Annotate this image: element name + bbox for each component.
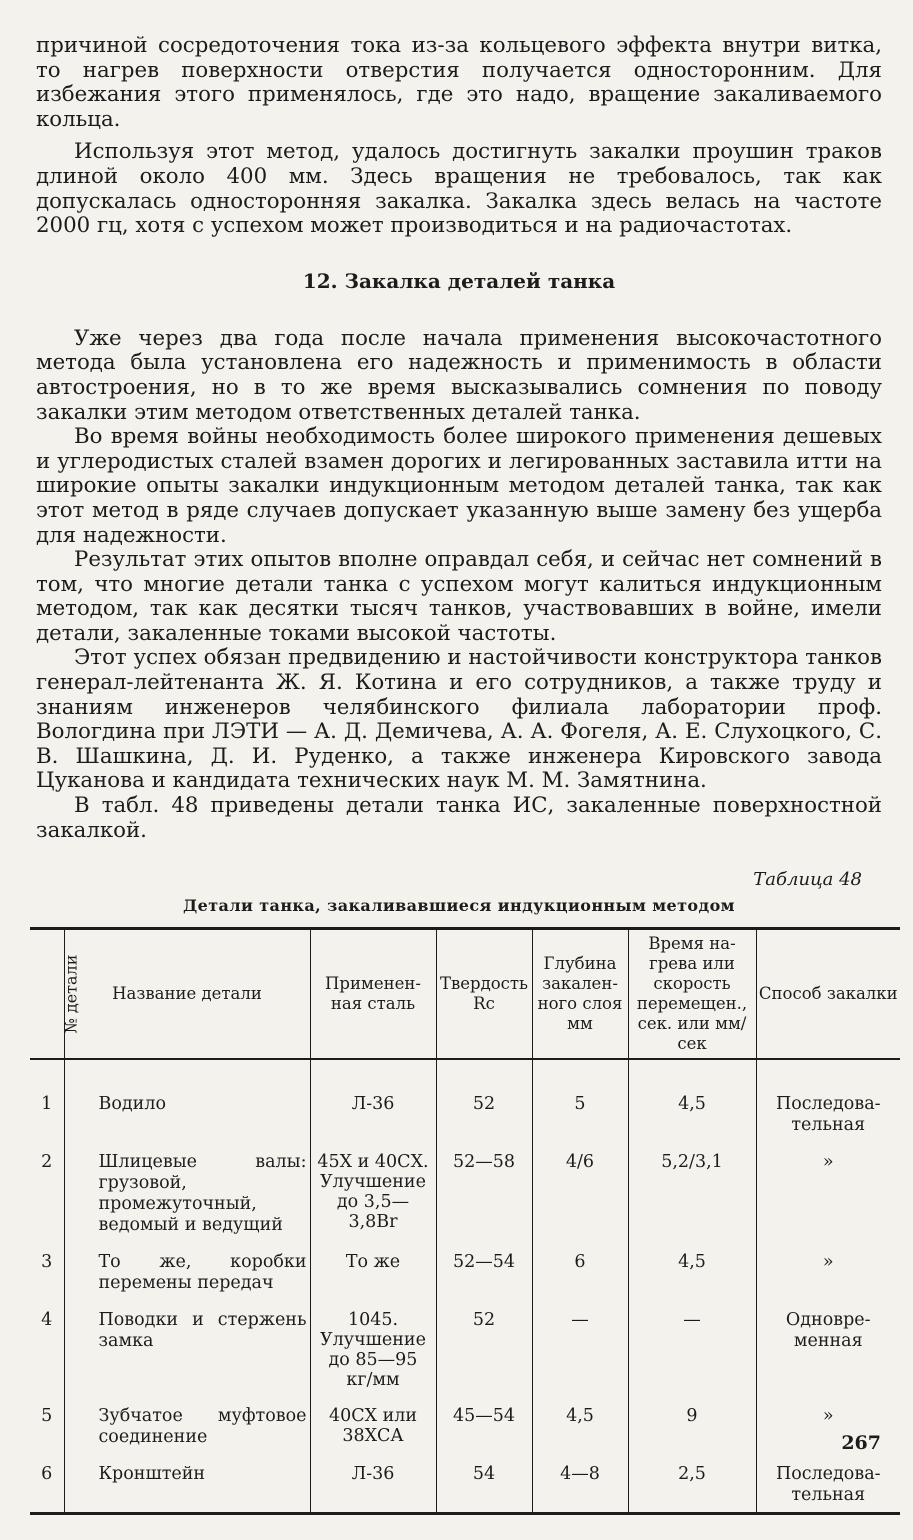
header-num: № детали — [30, 929, 64, 1060]
paragraph: Результат этих опытов вполне оправдал себя, и сейчас нет сомнений в том, что многие детали танка с успехом могут калиться индукционным методом, так как десятки тысяч танков, участвовавших в войне, имели детали, закаленные токами высокой частоты. — [36, 547, 882, 646]
cell-depth: 4/6 — [532, 1150, 628, 1250]
cell-method: » — [756, 1404, 900, 1462]
cell-hardness: 52—54 — [436, 1250, 532, 1308]
table-row — [30, 1308, 900, 1404]
cell-depth: 4,5 — [532, 1404, 628, 1462]
cell-num: 4 — [41, 1310, 53, 1331]
cell-name: Водило — [64, 1059, 310, 1150]
page-number: 267 — [841, 1432, 881, 1454]
cell-steel: 45Х и 40СХ. Улучшение до 3,5—3,8Br — [310, 1150, 436, 1250]
table-row — [30, 1462, 900, 1514]
cell-time: — — [628, 1308, 756, 1404]
parts-table — [30, 927, 900, 1515]
cell-name: Зубчатое муфтовое соединение — [64, 1404, 310, 1462]
paragraph: Во время войны необходимость более широкого применения дешевых и углеродистых сталей взамен дорогих и легированных заставила итти на широкие опыты закалки индукционным методом деталей танка, так как этот метод в ряде случаев допускает указанную выше замену без ущерба для надежности. — [36, 424, 882, 548]
paragraph: Уже через два года после начала применения высокочастотного метода была установлена его надежность и применимость в области автостроения, но в то же время высказывались сомнения по поводу закалки этим методом ответственных деталей танка. — [36, 325, 882, 425]
cell-name: Кронштейн — [64, 1462, 310, 1514]
cell-method: Одновременная — [756, 1308, 900, 1404]
cell-steel: То же — [310, 1250, 436, 1308]
table-header-row — [30, 929, 900, 1060]
cell-method: Последовательная — [756, 1462, 900, 1514]
cell-depth: 6 — [532, 1250, 628, 1308]
cell-steel: Л-36 — [310, 1462, 436, 1514]
cell-num: 1 — [41, 1094, 53, 1115]
paragraph-continuation: причиной сосредоточения тока из-за кольцевого эффекта внутри витка, то нагрев поверхности отверстия получается односторонним. Для избежания этого применялось, где это надо, вращение закаливаемого кольца. — [36, 33, 882, 132]
cell-hardness: 52—58 — [436, 1150, 532, 1250]
table-number-label: Таблица 48 — [753, 869, 862, 891]
cell-num: 5 — [41, 1406, 53, 1427]
cell-time: 4,5 — [628, 1059, 756, 1150]
table-row — [30, 1250, 900, 1308]
header-time: Время нагрева или скорость перемещен., сек. или мм/сек — [628, 929, 756, 1060]
cell-num: 6 — [30, 1462, 64, 1514]
cell-hardness: 52 — [436, 1059, 532, 1150]
header-method: Способ закалки — [756, 929, 900, 1060]
table-row — [30, 1404, 900, 1462]
page-body — [36, 33, 898, 1515]
header-name: Название детали — [64, 929, 310, 1060]
table-title: Детали танка, закаливавшиеся индукционным методом — [183, 896, 735, 916]
cell-time: 2,5 — [628, 1462, 756, 1514]
cell-name: Шлицевые валы: грузовой, промежуточный, ведомый и ведущий — [64, 1150, 310, 1250]
cell-steel: 1045. Улучшение до 85—95 кг/мм — [310, 1308, 436, 1404]
cell-depth: 5 — [532, 1059, 628, 1150]
cell-hardness: 52 — [436, 1308, 532, 1404]
paragraph: Используя этот метод, удалось достигнуть закалки проушин траков длиной около 400 мм. Здесь вращения не требовалось, так как допускалась односторонняя закалка. Закалка здесь велась на частоте 2000 гц, хотя с успехом может производиться и на радиочастотах. — [36, 139, 882, 239]
paragraph: Этот успех обязан предвидению и настойчивости конструктора танков генерал-лейтенанта Ж. Я. Котина и его сотрудников, а также труду и знаниям инженеров челябинского филиала лаборатории проф. Вологдина при ЛЭТИ — А. Д. Демичева, А. А. Фогеля, А. Е. Слухоцкого, С. В. Шашкина, Д. И. Руденко, а также инженера Кировского завода Цуканова и кандидата технических наук М. М. Замятнина. — [36, 645, 882, 794]
cell-method: » — [756, 1150, 900, 1250]
cell-hardness: 54 — [436, 1462, 532, 1514]
cell-time: 9 — [628, 1404, 756, 1462]
cell-steel: 40СХ или 38ХСА — [310, 1404, 436, 1462]
table-row — [30, 1150, 900, 1250]
cell-num: 2 — [41, 1152, 53, 1173]
cell-hardness: 45—54 — [436, 1404, 532, 1462]
section-heading: 12. Закалка деталей танка — [302, 268, 616, 293]
cell-num: 3 — [41, 1252, 53, 1273]
header-hardness: Твердость Rc — [436, 929, 532, 1060]
cell-steel: Л-36 — [310, 1059, 436, 1150]
header-steel: Примененная сталь — [310, 929, 436, 1060]
cell-name: Поводки и стержень замка — [64, 1308, 310, 1404]
cell-method: » — [756, 1250, 900, 1308]
header-depth: Глубина закаленного слоя мм — [532, 929, 628, 1060]
cell-time: 5,2/3,1 — [628, 1150, 756, 1250]
cell-depth: 4—8 — [532, 1462, 628, 1514]
cell-time: 4,5 — [628, 1250, 756, 1308]
table-row — [30, 1059, 900, 1150]
cell-method: Последовательная — [756, 1059, 900, 1150]
cell-name: То же, коробки перемены передач — [64, 1250, 310, 1308]
paragraph: В табл. 48 приведены детали танка ИС, закаленные поверхностной закалкой. — [36, 793, 882, 843]
cell-depth: — — [532, 1308, 628, 1404]
